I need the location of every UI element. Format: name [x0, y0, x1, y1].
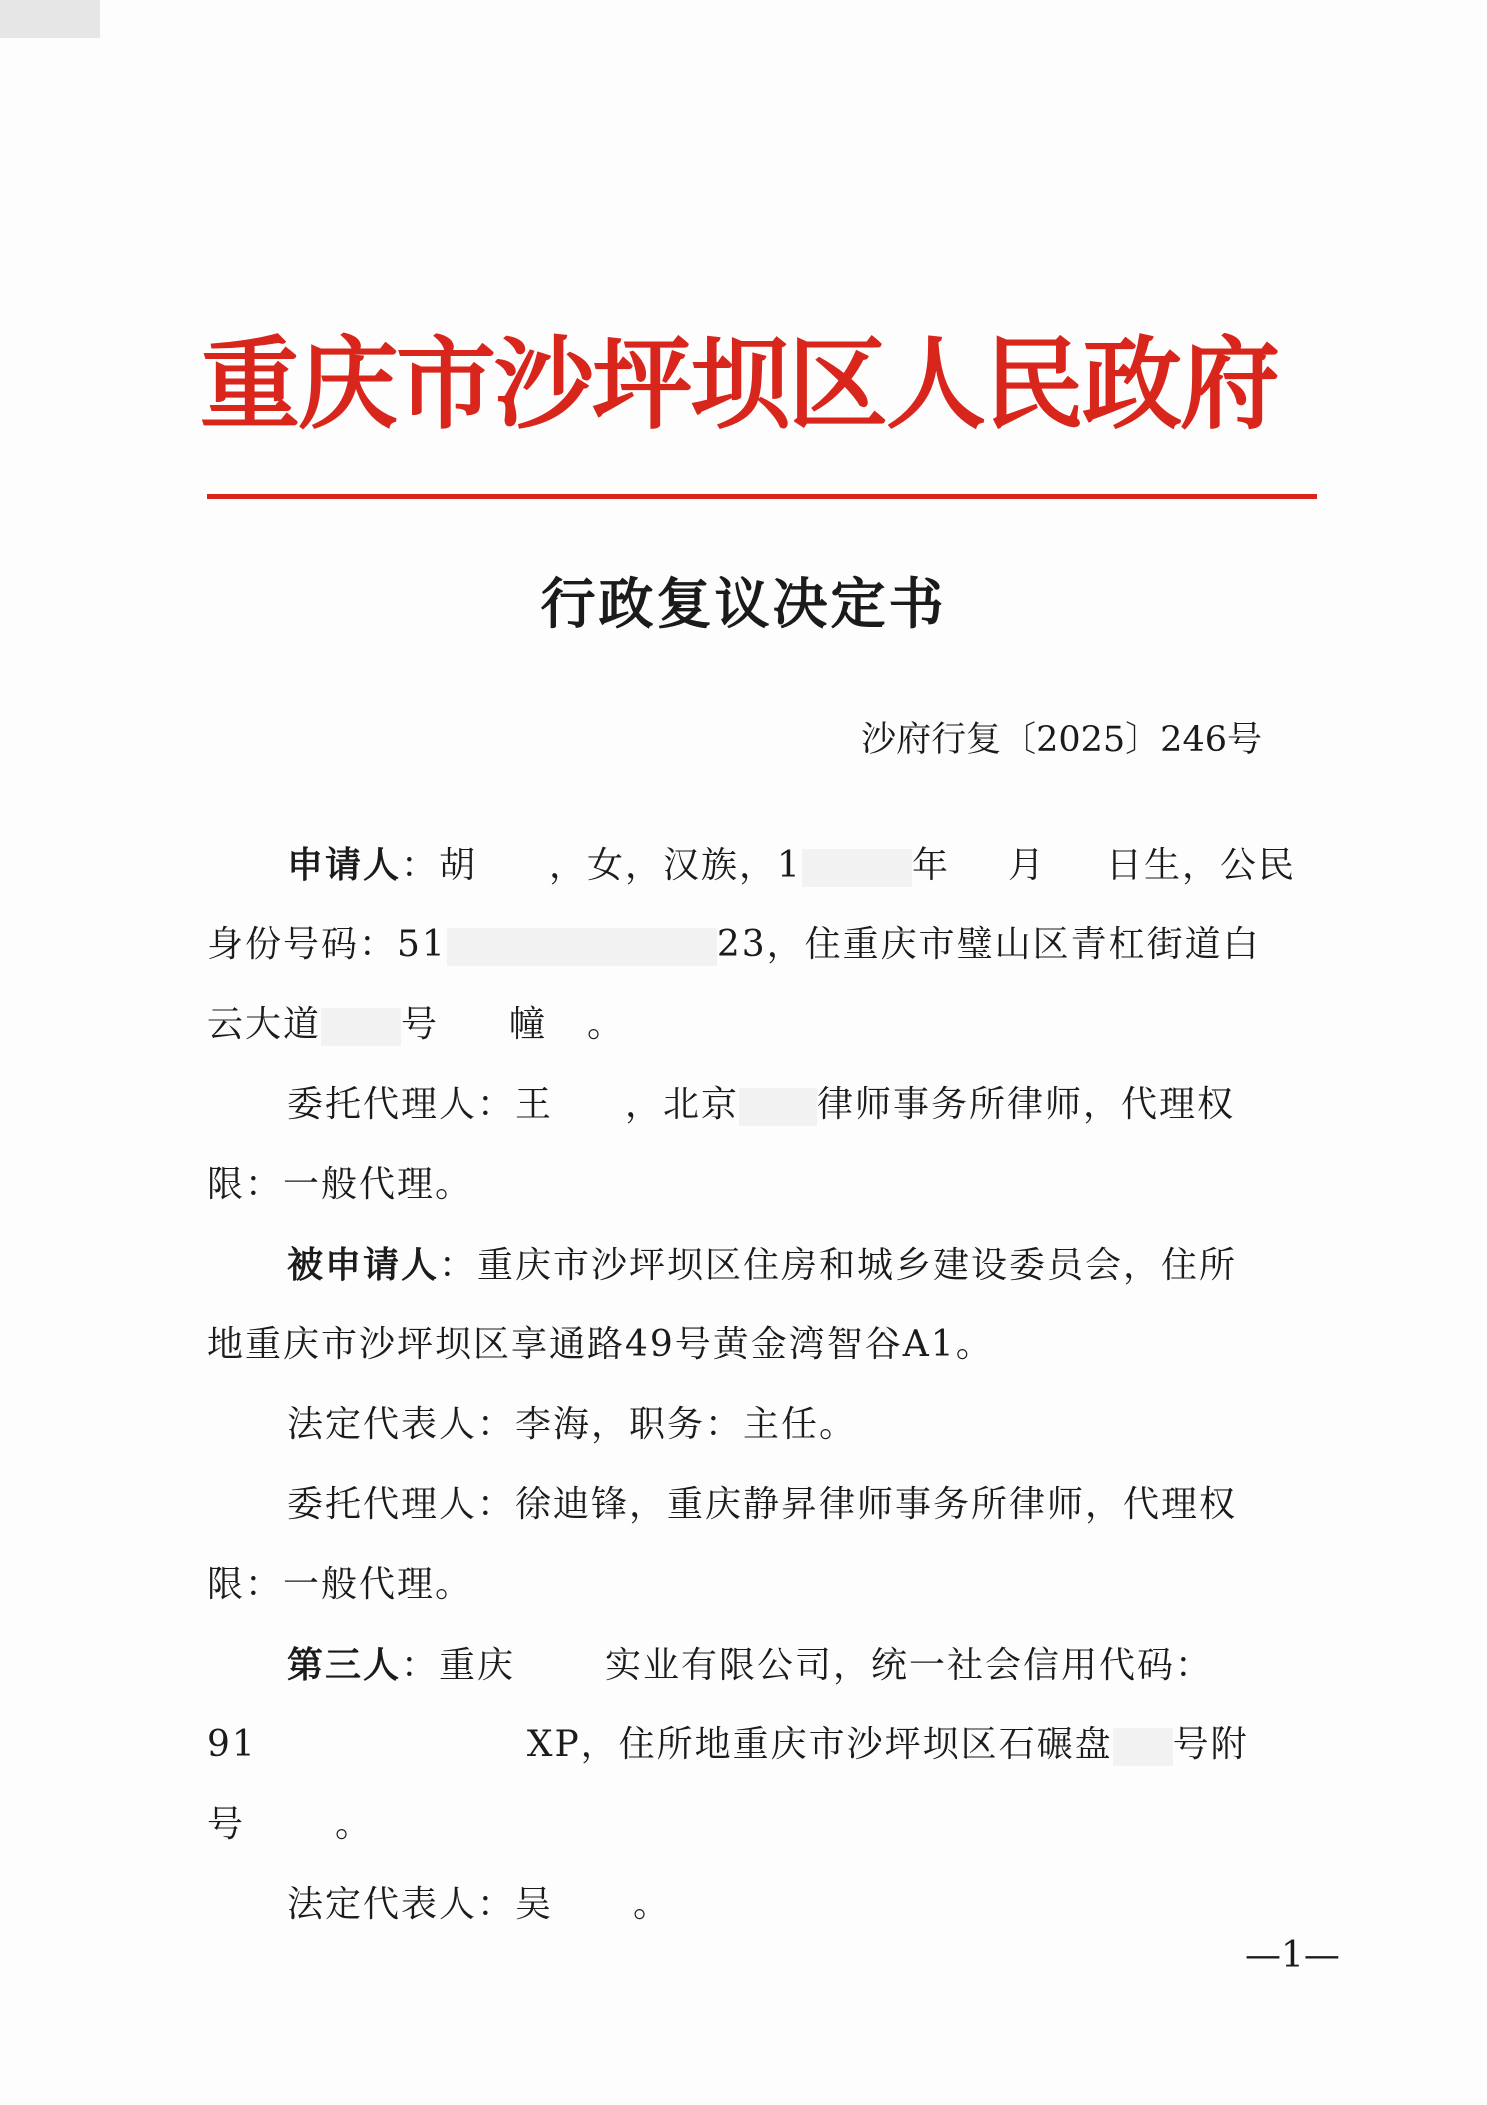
respondent-representative-line: 法定代表人：李海，职务：主任。 [287, 1404, 858, 1445]
text-segment: 年 [911, 845, 950, 886]
text-segment: 云大道 [207, 1004, 322, 1045]
text-segment: 实业有限公司，统一社会信用代码： [605, 1645, 1214, 1686]
agent-authority-line: 限：一般代理。 [207, 1164, 474, 1205]
text-segment: 号 [401, 1004, 440, 1045]
text-segment: 号附 [1172, 1724, 1249, 1765]
text-segment: 91 [207, 1724, 257, 1765]
page-number: —1— [1245, 1935, 1340, 1976]
document-title: 行政复议决定书 [540, 571, 947, 636]
agent-authority-line-2: 限：一般代理。 [207, 1564, 474, 1605]
redaction-block [802, 849, 912, 887]
applicant-line [287, 840, 1296, 890]
text-segment: 身份号码：51 [207, 924, 447, 965]
third-party-label: 第三人 [287, 1644, 402, 1686]
text-segment: ：重庆市沙坪坝区住房和城乡建设委员会，住所 [439, 1245, 1238, 1286]
third-party-address-line [207, 1800, 373, 1850]
scan-corner-mark [0, 0, 100, 38]
text-segment: ，女，汉族，1 [549, 845, 802, 886]
redaction-block [739, 1088, 817, 1126]
text-segment: 法定代表人：吴 [287, 1884, 554, 1925]
text-segment: 23，住重庆市璧山区青杠街道白 [716, 924, 1261, 965]
respondent-label: 被申请人 [287, 1244, 440, 1286]
text-segment: 日生，公民 [1105, 845, 1296, 886]
text-segment: 月 [1007, 845, 1046, 886]
third-party-representative-line [287, 1880, 671, 1930]
red-separator-line [207, 494, 1317, 499]
redaction-block [321, 1008, 401, 1046]
third-party-line [287, 1640, 1213, 1690]
text-segment: XP，住所地重庆市沙坪坝区石碾盘 [526, 1724, 1113, 1765]
redaction-block [447, 928, 717, 966]
text-segment: 。 [633, 1884, 672, 1925]
text-segment: ：胡 [401, 845, 478, 886]
text-segment: ，北京 [625, 1084, 740, 1125]
third-party-code-line [207, 1720, 1249, 1770]
text-segment: 。 [335, 1804, 374, 1845]
text-segment: 号 [207, 1804, 246, 1845]
respondent-address-line: 地重庆市沙坪坝区享通路49号黄金湾智谷A1。 [207, 1324, 994, 1365]
respondent-agent-line: 委托代理人：徐迪锋，重庆静昇律师事务所律师，代理权 [287, 1484, 1238, 1525]
text-segment: 委托代理人：王 [287, 1084, 554, 1125]
text-segment: 幢 [509, 1004, 548, 1045]
text-segment: 。 [587, 1004, 626, 1045]
applicant-address-line [207, 1000, 625, 1050]
applicant-label: 申请人 [287, 844, 402, 886]
document-number: 沙府行复〔2025〕246号 [861, 720, 1262, 760]
applicant-id-line [207, 920, 1261, 970]
issuing-authority-header: 重庆市沙坪坝区人民政府 [200, 326, 1278, 443]
text-segment: ：重庆 [401, 1645, 516, 1686]
text-segment: 律师事务所律师，代理权 [817, 1084, 1236, 1125]
applicant-agent-line [287, 1080, 1235, 1130]
respondent-line [287, 1240, 1237, 1290]
redaction-block [1113, 1728, 1173, 1766]
